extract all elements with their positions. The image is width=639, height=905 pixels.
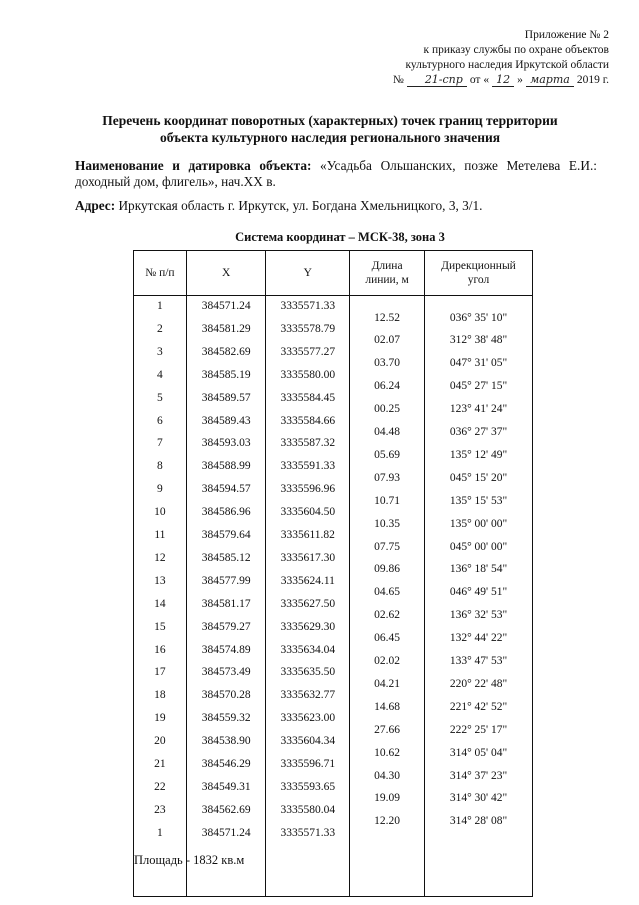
- order-prefix: №: [392, 74, 404, 86]
- order-date-prefix: от «: [469, 74, 490, 86]
- x-coordinate-cell: 384593.03: [201, 437, 251, 450]
- direction-angle-cell: 314° 28' 08": [449, 815, 508, 828]
- y-coordinate-cell: 3335577.27: [280, 345, 336, 358]
- x-coordinate-cell: 384581.17: [201, 597, 251, 610]
- point-number-cell: 6: [157, 414, 163, 427]
- point-number-cell: 12: [154, 551, 166, 564]
- coordinate-system-title: Система координат – МСК-38, зона 3: [235, 230, 445, 244]
- x-coordinate-cell: 384538.90: [201, 735, 251, 748]
- direction-angle-cell: 036° 35' 10": [449, 311, 508, 324]
- point-number-cell: 3: [157, 345, 163, 358]
- title-line-1: Перечень координат поворотных (характерных) точек границ территории: [102, 113, 558, 128]
- object-value: «Усадьба Ольшанских, позже Метелева Е.И.: доходный дом, флигель», нач.XX в.: [75, 158, 597, 189]
- order-date-mid: »: [517, 74, 523, 86]
- direction-angle-cell: 036° 27' 37": [449, 426, 508, 438]
- order-reference: к приказу службы по охране объектов: [423, 44, 609, 56]
- table-header-row: [134, 251, 533, 296]
- point-number-cell: 5: [157, 391, 163, 404]
- y-coordinate-cell: 3335604.50: [280, 506, 336, 519]
- header-angle: [425, 251, 533, 296]
- header-point-number: № п/п: [134, 251, 187, 296]
- line-length-cell: 07.75: [374, 540, 400, 553]
- x-coordinate-cell: 384585.12: [201, 551, 251, 564]
- line-length-cell: 06.45: [374, 632, 400, 645]
- direction-angle-cell: 221° 42' 52": [449, 700, 508, 713]
- direction-angle-cell: 136° 32' 53": [449, 609, 508, 622]
- line-length-cell: 12.52: [374, 311, 400, 324]
- x-coordinate-cell: 384585.19: [201, 368, 251, 381]
- direction-angle-cell: 220° 22' 48": [449, 677, 508, 690]
- header-length-label: Длина линии, м: [365, 260, 409, 286]
- order-year: 2019 г.: [576, 74, 609, 86]
- line-length-cell: 04.21: [374, 677, 400, 690]
- title-line-2: объекта культурного наследия регионального значения: [159, 130, 501, 145]
- y-coordinate-cell: 3335571.33: [280, 826, 336, 839]
- x-coordinate-cell: 384562.69: [201, 803, 251, 816]
- point-number-cell: 2: [157, 322, 163, 335]
- line-length-cell: 02.02: [374, 655, 400, 667]
- direction-angle-cell: 314° 37' 23": [449, 769, 508, 782]
- x-coordinate-cell: 384570.28: [201, 689, 251, 702]
- point-number-cell: 17: [154, 666, 166, 679]
- object-label: Наименование и датировка объекта:: [75, 158, 312, 173]
- y-coordinate-cell: 3335584.66: [280, 414, 336, 427]
- y-coordinate-cell: 3335587.32: [280, 437, 336, 450]
- address-label: Адрес:: [75, 198, 116, 213]
- point-number-cell: 8: [157, 460, 163, 473]
- line-length-cell: 07.93: [374, 471, 400, 484]
- x-coordinate-cell: 384549.31: [201, 780, 251, 793]
- line-length-cell: 03.70: [374, 357, 400, 370]
- direction-angle-cell: 045° 27' 15": [449, 380, 508, 393]
- line-length-cell: 04.65: [374, 586, 400, 599]
- line-length-cell: 19.09: [374, 792, 400, 805]
- x-coordinate-cell: 384579.64: [201, 529, 251, 541]
- point-number-cell: 16: [154, 643, 166, 656]
- order-day: 12: [492, 73, 514, 87]
- point-number-cell: 4: [157, 368, 163, 381]
- x-coordinate-cell: 384571.24: [201, 300, 251, 312]
- direction-angle-cell: 045° 15' 20": [449, 471, 508, 484]
- y-coordinate-cell: 3335580.00: [280, 368, 336, 381]
- y-coordinate-cell: 3335580.04: [280, 803, 336, 816]
- line-length-cell: 27.66: [374, 723, 400, 736]
- line-length-cell: 09.86: [374, 563, 400, 576]
- table-body-row: [134, 296, 533, 897]
- y-coordinate-cell: 3335634.04: [280, 643, 336, 656]
- header-y: Y: [266, 251, 350, 296]
- column-y: [266, 296, 350, 897]
- point-number-cell: 9: [157, 483, 163, 496]
- x-coordinate-cell: 384588.99: [201, 460, 251, 473]
- point-number-cell: 10: [154, 506, 166, 519]
- line-length-cell: 14.68: [374, 700, 400, 713]
- y-coordinate-cell: 3335627.50: [280, 597, 336, 610]
- direction-angle-cell: 314° 30' 42": [449, 792, 508, 805]
- x-coordinate-cell: 384582.69: [201, 345, 251, 358]
- area-total: Площадь - 1832 кв.м: [134, 853, 245, 867]
- line-length-cell: 00.25: [374, 403, 400, 416]
- direction-angle-cell: 133° 47' 53": [449, 655, 508, 667]
- x-coordinate-cell: 384586.96: [201, 506, 251, 519]
- x-coordinate-cell: 384574.89: [201, 643, 251, 656]
- y-coordinate-cell: 3335604.34: [280, 735, 336, 748]
- y-coordinate-cell: 3335578.79: [280, 322, 336, 335]
- address-value: Иркутская область г. Иркутск, ул. Богдана Хмельницкого, 3, 3/1.: [115, 198, 483, 213]
- y-coordinate-cell: 3335635.50: [280, 666, 336, 679]
- x-coordinate-cell: 384581.29: [201, 322, 251, 335]
- direction-angle-cell: 222° 25' 17": [449, 723, 508, 736]
- order-authority: культурного наследия Иркутской области: [405, 59, 609, 71]
- x-coordinate-cell: 384589.43: [201, 414, 251, 427]
- point-number-cell: 21: [154, 758, 166, 770]
- line-length-cell: 12.20: [374, 815, 400, 828]
- direction-angle-cell: 135° 00' 00": [449, 517, 508, 530]
- y-coordinate-cell: 3335623.00: [280, 712, 336, 725]
- y-coordinate-cell: 3335611.82: [280, 529, 335, 541]
- point-number-cell: 11: [154, 529, 166, 541]
- column-point-number: [134, 296, 187, 897]
- line-length-cell: 04.48: [374, 426, 400, 438]
- direction-angle-cell: 135° 15' 53": [449, 494, 508, 507]
- point-number-cell: 1: [157, 300, 163, 312]
- x-coordinate-cell: 384559.32: [201, 712, 251, 725]
- x-coordinate-cell: 384573.49: [201, 666, 251, 679]
- x-coordinate-cell: 384579.27: [201, 620, 251, 633]
- direction-angle-cell: 135° 12' 49": [449, 448, 508, 461]
- line-length-cell: 05.69: [374, 448, 400, 461]
- point-number-cell: 7: [157, 437, 163, 450]
- direction-angle-cell: 314° 05' 04": [449, 746, 508, 759]
- y-coordinate-cell: 3335617.30: [280, 551, 336, 564]
- x-coordinate-cell: 384546.29: [201, 758, 251, 770]
- y-cells: [266, 296, 349, 896]
- direction-angle-cell: 123° 41' 24": [449, 403, 508, 416]
- y-coordinate-cell: 3335596.96: [280, 483, 336, 496]
- point-number-cell: 15: [154, 620, 166, 633]
- y-coordinate-cell: 3335591.33: [280, 460, 336, 473]
- direction-angle-cell: 047° 31' 05": [449, 357, 508, 370]
- x-coordinate-cell: 384589.57: [201, 391, 251, 404]
- y-coordinate-cell: 3335596.71: [280, 758, 336, 770]
- line-length-cell: 02.07: [374, 334, 400, 347]
- order-month: марта: [526, 73, 574, 87]
- point-number-cell: 22: [154, 780, 166, 793]
- line-length-cell: 04.30: [374, 769, 400, 782]
- header-x: X: [186, 251, 266, 296]
- direction-angle-cell: 045° 00' 00": [449, 540, 508, 553]
- y-coordinate-cell: 3335624.11: [280, 574, 335, 587]
- direction-angle-cell: 046° 49' 51": [449, 586, 508, 599]
- point-number-cell: 14: [154, 597, 166, 610]
- column-length: [350, 296, 425, 897]
- point-number-cell: 20: [154, 735, 166, 748]
- y-coordinate-cell: 3335632.77: [280, 689, 336, 702]
- line-length-cell: 02.62: [374, 609, 400, 622]
- x-coordinate-cell: 384571.24: [201, 826, 251, 839]
- point-number-cell: 1: [157, 826, 163, 839]
- appendix-label: Приложение № 2: [524, 29, 609, 41]
- appendix-header: [393, 28, 609, 88]
- angle-cells: [425, 296, 532, 896]
- x-cells: [187, 296, 266, 896]
- column-angle: [425, 296, 533, 897]
- x-coordinate-cell: 384577.99: [201, 574, 251, 587]
- line-length-cell: 06.24: [374, 380, 400, 393]
- column-x: [186, 296, 266, 897]
- point-number-cell: 19: [154, 712, 166, 725]
- header-angle-label: Дирекционный угол: [441, 260, 516, 286]
- point-number-cells: [134, 296, 186, 896]
- direction-angle-cell: 312° 38' 48": [449, 334, 508, 347]
- line-length-cell: 10.71: [374, 494, 400, 507]
- y-coordinate-cell: 3335593.65: [280, 780, 336, 793]
- header-length: [350, 251, 425, 296]
- point-number-cell: 23: [154, 803, 166, 816]
- y-coordinate-cell: 3335629.30: [280, 620, 336, 633]
- line-length-cell: 10.35: [374, 517, 400, 530]
- order-number-line: [393, 73, 609, 88]
- coordinates-table: [133, 250, 533, 897]
- line-length-cell: 10.62: [374, 746, 400, 759]
- direction-angle-cell: 136° 18' 54": [449, 563, 508, 576]
- object-address: [75, 198, 597, 214]
- direction-angle-cell: 132° 44' 22": [449, 632, 508, 645]
- length-cells: [350, 296, 424, 896]
- document-title: [60, 112, 600, 146]
- x-coordinate-cell: 384594.57: [201, 483, 251, 496]
- y-coordinate-cell: 3335584.45: [280, 391, 336, 404]
- y-coordinate-cell: 3335571.33: [280, 300, 336, 312]
- order-number: 21-спр: [407, 73, 467, 87]
- point-number-cell: 18: [154, 689, 166, 702]
- object-name: [75, 158, 597, 190]
- point-number-cell: 13: [154, 574, 166, 587]
